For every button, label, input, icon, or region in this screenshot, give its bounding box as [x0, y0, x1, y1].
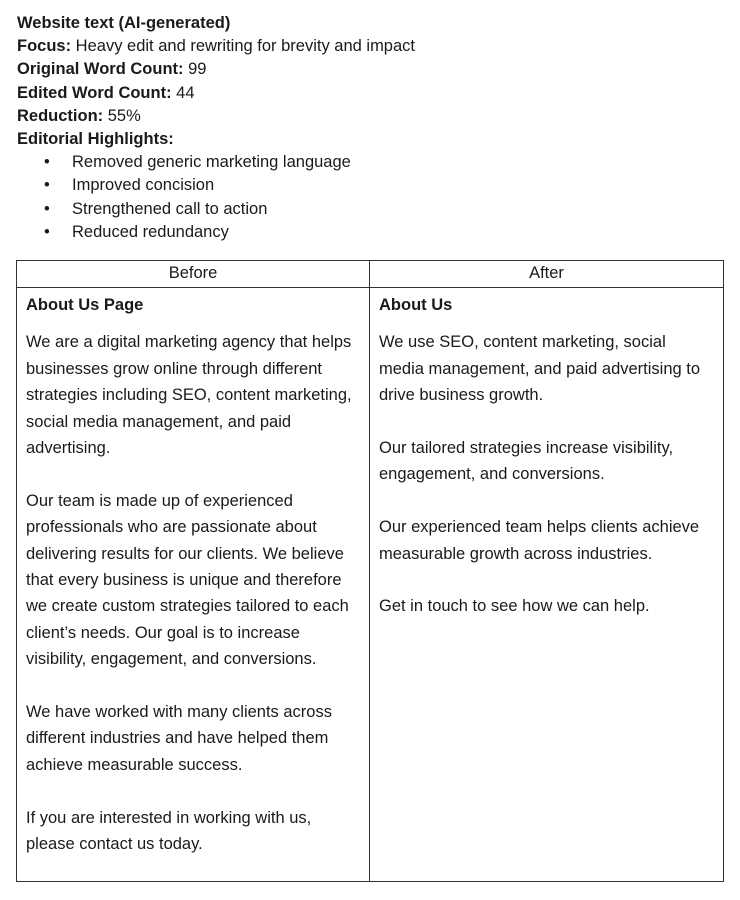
bullet-icon: •	[44, 199, 50, 218]
editorial-highlights-list	[17, 151, 717, 244]
edited-word-count-line	[17, 82, 717, 105]
original-word-count-line	[17, 58, 717, 81]
focus-line	[17, 35, 717, 58]
before-column-header: Before	[17, 261, 370, 288]
reduction-label: Reduction:	[17, 106, 104, 125]
bullet-icon: •	[44, 153, 50, 172]
before-cell	[17, 288, 370, 882]
edited-word-count-value: 44	[171, 83, 195, 102]
highlight-item	[17, 174, 717, 197]
bullet-icon: •	[44, 176, 50, 195]
highlight-text: Reduced redundancy	[72, 222, 229, 241]
table-row	[17, 288, 724, 882]
after-paragraph: Our tailored strategies increase visibility, engagement, and conversions.	[379, 439, 674, 484]
highlight-text: Improved concision	[72, 176, 215, 195]
highlight-text: Strengthened call to action	[72, 199, 268, 218]
before-paragraph: Our team is made up of experienced professionals who are passionate about delivering results for our clients. We believe that every business is unique and therefore we create custom strategies tailored to each client’s needs. Our goal is to increase visibility, engagement, and conversions.	[26, 491, 349, 669]
after-paragraph: Get in touch to see how we can help.	[379, 597, 650, 616]
after-paragraph: Our experienced team helps clients achieve measurable growth across industries.	[379, 518, 700, 563]
editorial-highlights-label: Editorial Highlights:	[17, 130, 174, 149]
before-paragraph: We are a digital marketing agency that helps businesses grow online through different strategies including SEO, content marketing, social media management, and paid advertising.	[26, 333, 352, 458]
highlight-item	[17, 198, 717, 221]
before-after-table	[16, 260, 724, 882]
document-title: Website text (AI-generated)	[17, 14, 231, 32]
document-header	[17, 12, 717, 244]
after-cell	[370, 288, 724, 882]
after-column-header: After	[370, 261, 724, 288]
edited-word-count-label: Edited Word Count:	[17, 83, 172, 102]
before-paragraph: We have worked with many clients across different industries and have helped them achieve measurable success.	[26, 703, 332, 774]
before-paragraph: If you are interested in working with us, please contact us today.	[26, 808, 312, 854]
highlight-item	[17, 151, 717, 174]
reduction-line	[17, 105, 717, 128]
highlight-item	[17, 221, 717, 244]
highlight-text: Removed generic marketing language	[72, 153, 351, 172]
reduction-value: 55%	[103, 106, 141, 125]
before-page-title: About Us Page	[26, 296, 144, 314]
bullet-icon: •	[44, 222, 50, 241]
original-word-count-label: Original Word Count:	[17, 60, 184, 79]
after-page-title: About Us	[379, 296, 453, 314]
original-word-count-value: 99	[183, 60, 207, 79]
focus-label: Focus:	[17, 37, 72, 56]
focus-value: Heavy edit and rewriting for brevity and impact	[71, 37, 415, 56]
table-header-row	[17, 261, 724, 288]
after-paragraph: We use SEO, content marketing, social media management, and paid advertising to drive business growth.	[379, 333, 701, 405]
